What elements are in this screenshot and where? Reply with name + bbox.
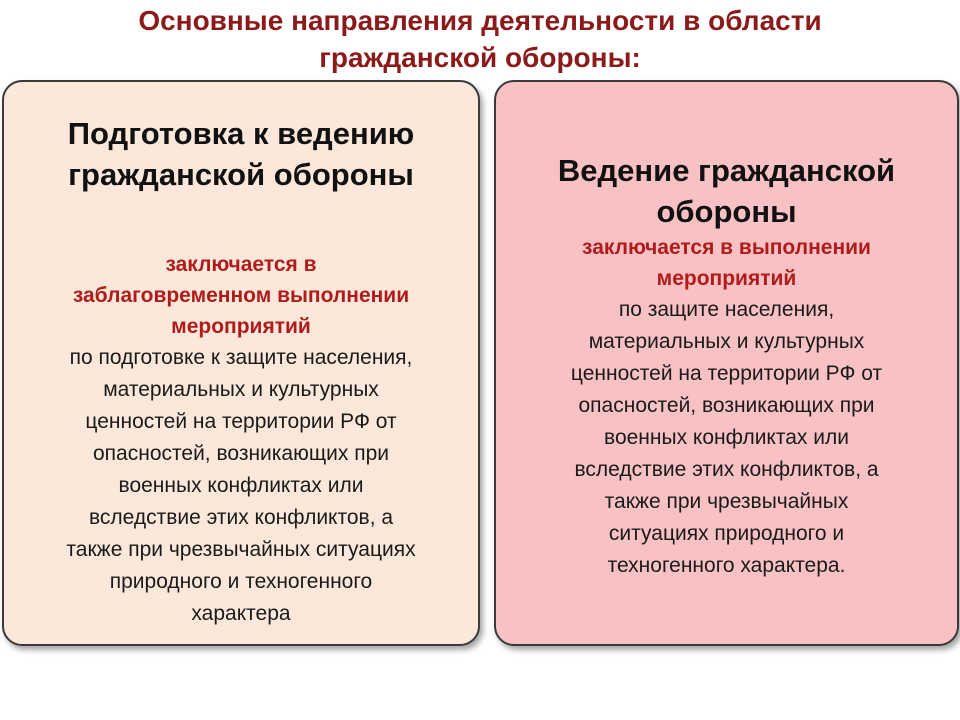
conduct-body-line: также при чрезвычайных [604, 490, 849, 513]
conduct-body-line: опасностей, возникающих при [578, 394, 875, 417]
preparation-accent-line-2: заблаговременном выполнении [72, 284, 410, 307]
preparation-body-line: ценностей на территории РФ от [85, 410, 397, 433]
conduct-body-text [496, 294, 957, 582]
preparation-body-line: военных конфликтах или [118, 474, 364, 497]
conduct-body-line: ценностей на территории РФ от [570, 362, 883, 385]
conduct-panel [494, 80, 959, 646]
preparation-body-line: опасностей, возникающих при [93, 442, 389, 465]
preparation-body-line: природного и техногенного [109, 570, 373, 593]
conduct-heading-line-2: обороны [656, 194, 797, 229]
conduct-body-line: материальных и культурных [588, 330, 865, 353]
preparation-accent-line-3: мероприятий [171, 315, 311, 338]
slide-title-line-2: гражданской обороны: [319, 42, 641, 73]
preparation-body-line: вследствие этих конфликтов, а [88, 506, 394, 529]
conduct-accent-line-1: заключается в выполнении [582, 236, 871, 259]
preparation-body-text [4, 342, 478, 630]
conduct-body-line: техногенного характера. [607, 554, 846, 577]
conduct-body-line: ситуациях природного и [608, 522, 845, 545]
preparation-accent-line-1: заключается в [165, 253, 317, 276]
preparation-body-line: материальных и культурных [103, 378, 379, 401]
preparation-panel [2, 80, 480, 646]
preparation-heading-line-2: гражданской обороны [68, 157, 414, 192]
conduct-heading-line-1: Ведение гражданской [557, 153, 896, 188]
preparation-body-line: также при чрезвычайных ситуациях [66, 538, 416, 561]
preparation-body-line: по подготовке к защите населения, [69, 346, 413, 369]
preparation-heading-line-1: Подготовка к ведению [67, 116, 415, 151]
conduct-body-line: вследствие этих конфликтов, а [574, 458, 879, 481]
preparation-body-line: характера [191, 602, 291, 625]
preparation-accent-text [4, 249, 478, 342]
conduct-accent-line-2: мероприятий [656, 267, 797, 290]
conduct-heading [496, 150, 957, 232]
conduct-accent-text [496, 232, 957, 294]
preparation-heading [4, 113, 478, 195]
slide-title-line-1: Основные направления деятельности в области [138, 5, 822, 36]
conduct-body-line: военных конфликтах или [604, 426, 849, 449]
slide-title [0, 2, 960, 76]
conduct-body-line: по защите населения, [618, 298, 835, 321]
